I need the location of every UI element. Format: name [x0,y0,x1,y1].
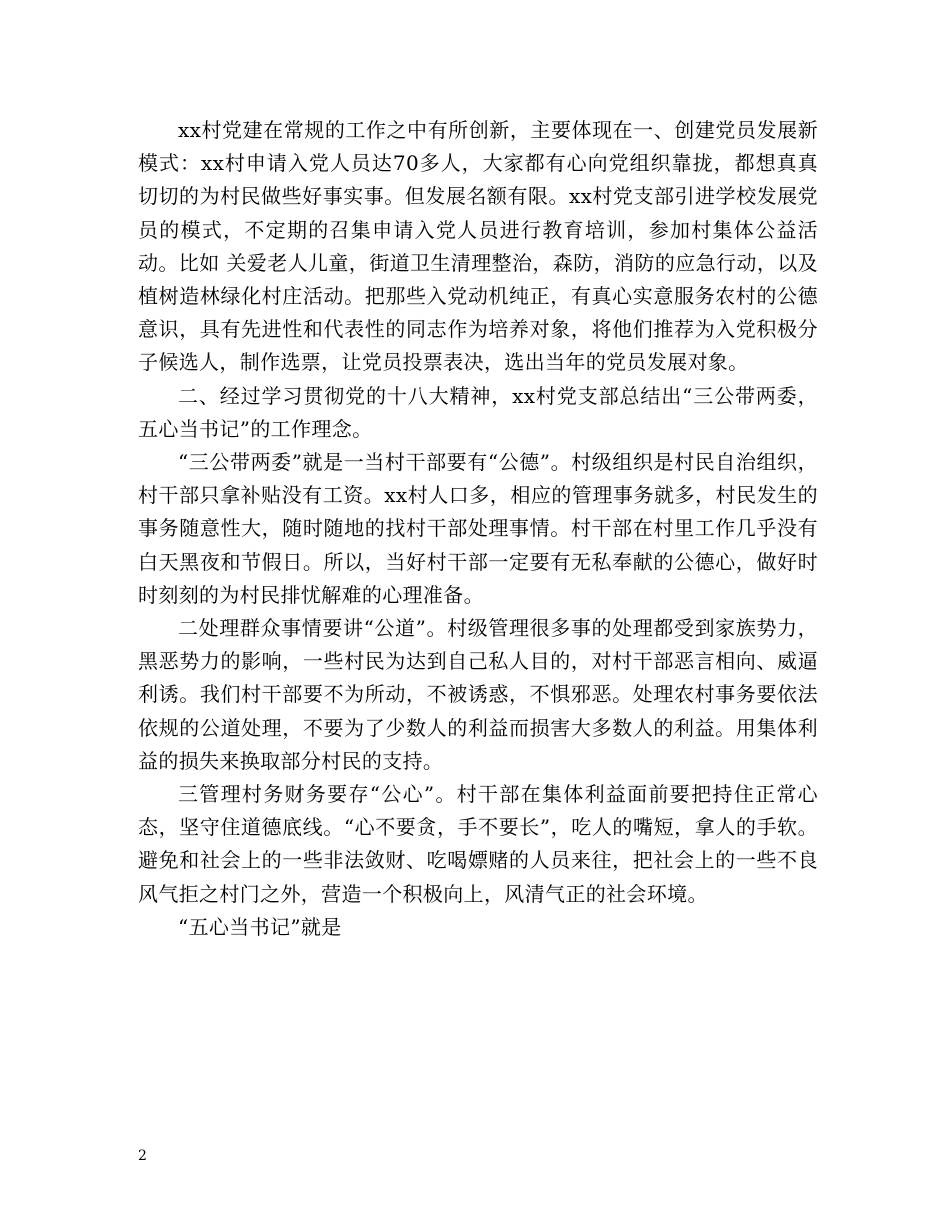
paragraph-fairness: 二处理群众事情要讲“公道”。村级管理很多事的处理都受到家族势力，黑恶势力的影响，一些村民为达到自己私人目的，对村干部恶言相向、威逼利诱。我们村干部要不为所动，不被诱惑，不惧邪恶。处理农村事务要依法依规的公道处理，不要为了少数人的利益而损害大多数人的利益。用集体利益的损失来换取部分村民的支持。 [138,616,818,773]
paragraph-public-mind: 三管理村务财务要存“公心”。村干部在集体利益面前要把持住正常心态，坚守住道德底线。“心不要贪，手不要长”，吃人的嘴短，拿人的手软。避免和社会上的一些非法敛财、吃喝嫖赌的人员来往，把社会上的一些不良风气拒之村门之外，营造一个积极向上，风清气正的社会环境。 [138,782,818,906]
paragraph-party-building-innovation: xx村党建在常规的工作之中有所创新，主要体现在一、创建党员发展新模式：xx村申请入党人员达70多人，大家都有心向党组织靠拢，都想真真切切的为村民做些好事实事。但发展名额有限。xx村党支部引进学校发展党员的模式，不定期的召集申请入党人员进行教育培训，参加村集体公益活动。比如 关爱老人儿童，街道卫生清理整治，森防，消防的应急行动，以及植树造林绿化村庄活动。把那些入党动机纯正，有真心实意服务农村的公德意识，具有先进性和代表性的同志作为培养对象，将他们推荐为入党积极分子候选人，制作选票，让党员投票表决，选出当年的党员发展对象。 [138,118,818,375]
page-number: 2 [138,1148,147,1164]
body-text [138,114,818,944]
paragraph-five-hearts: “五心当书记”就是 [178,914,342,939]
paragraph-work-philosophy: 二、经过学习贯彻党的十八大精神，xx村党支部总结出“三公带两委，五心当书记”的工作理念。 [138,383,818,441]
paragraph-public-morality: “三公带两委”就是一当村干部要有“公德”。村级组织是村民自治组织，村干部只拿补贴没有工资。xx村人口多，相应的管理事务就多，村民发生的事务随意性大，随时随地的找村干部处理事情。村干部在村里工作几乎没有白天黑夜和节假日。所以，当好村干部一定要有无私奉献的公德心，做好时时刻刻的为村民排忧解难的心理准备。 [138,450,818,607]
